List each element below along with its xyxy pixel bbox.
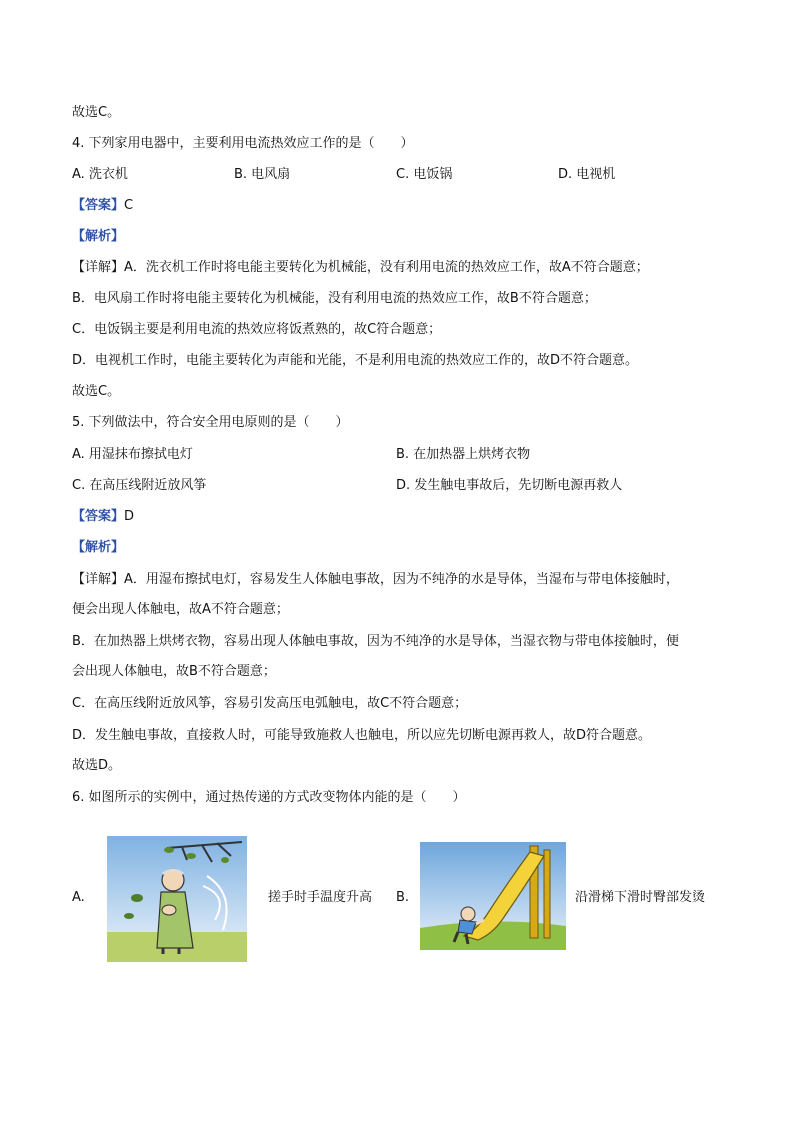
answer-value: C bbox=[124, 198, 134, 213]
q5-detail-line-4: 会出现人体触电，故B不符合题意； bbox=[72, 664, 276, 679]
q5-option-d: D. 发生触电事故后，先切断电源再救人 bbox=[396, 478, 623, 493]
q4-detail-line-2: B．电风扇工作时将电能主要转化为机械能，没有利用电流的热效应工作，故B不符合题意； bbox=[72, 291, 597, 306]
q5-detail-line-5: C．在高压线附近放风筝，容易引发高压电弧触电，故C不符合题意； bbox=[72, 696, 468, 711]
q4-detail-line-3: C．电饭锅主要是利用电流的热效应将饭煮熟的，故C符合题意； bbox=[72, 322, 442, 337]
q4-answer-line bbox=[72, 197, 133, 215]
analysis-tag: 【解析】 bbox=[72, 540, 125, 555]
q5-answer-line bbox=[72, 508, 134, 526]
answer-value: D bbox=[124, 509, 135, 524]
answer-tag: 【答案】 bbox=[72, 198, 125, 213]
q4-detail-line-1 bbox=[72, 259, 649, 277]
q5-detail-line-3: B．在加热器上烘烤衣物，容易出现人体触电事故，因为不纯净的水是导体，当湿衣物与带电体接触时，便 bbox=[72, 634, 679, 649]
q5-option-c: C. 在高压线附近放风筝 bbox=[72, 478, 207, 493]
q6-option-a-caption: 搓手时手温度升高 bbox=[268, 890, 373, 905]
q4-option-b: B. 电风扇 bbox=[234, 167, 291, 182]
q6-option-a-letter: A. bbox=[72, 890, 85, 905]
detail-text: A．用湿布擦拭电灯，容易发生人体触电事故，因为不纯净的水是导体，当湿布与带电体接触时， bbox=[124, 572, 679, 587]
q4-option-d: D. 电视机 bbox=[558, 167, 616, 182]
q4-conclusion: 故选C。 bbox=[72, 384, 121, 399]
q3-conclusion: 故选C。 bbox=[72, 105, 121, 120]
q5-stem: 5. 下列做法中，符合安全用电原则的是（ ） bbox=[72, 415, 349, 430]
q6-option-b-letter: B. bbox=[396, 890, 410, 905]
slide-illustration bbox=[420, 842, 566, 954]
q5-detail-line-2: 便会出现人体触电，故A不符合题意； bbox=[72, 602, 289, 617]
q5-option-a: A. 用湿抹布擦拭电灯 bbox=[72, 447, 193, 462]
q5-conclusion: 故选D。 bbox=[72, 758, 122, 773]
answer-tag: 【答案】 bbox=[72, 509, 125, 524]
q5-detail-line-6: D．发生触电事故，直接救人时，可能导致施救人也触电，所以应先切断电源再救人，故D符合题意。 bbox=[72, 728, 652, 743]
q6-option-b-caption: 沿滑梯下滑时臀部发烫 bbox=[575, 890, 706, 905]
q6-stem: 6. 如图所示的实例中，通过热传递的方式改变物体内能的是（ ） bbox=[72, 790, 466, 805]
q4-option-a: A. 洗衣机 bbox=[72, 167, 128, 182]
q4-option-c: C. 电饭锅 bbox=[396, 167, 453, 182]
q4-detail-line-4: D．电视机工作时，电能主要转化为声能和光能，不是利用电流的热效应工作的，故D不符合题意。 bbox=[72, 353, 639, 368]
q5-option-b: B. 在加热器上烘烤衣物 bbox=[396, 447, 531, 462]
detail-text: A．洗衣机工作时将电能主要转化为机械能，没有利用电流的热效应工作，故A不符合题意； bbox=[124, 260, 649, 275]
hand-rubbing-illustration bbox=[107, 836, 247, 966]
detail-tag: 【详解】 bbox=[72, 260, 125, 275]
detail-tag: 【详解】 bbox=[72, 572, 125, 587]
q4-stem: 4. 下列家用电器中，主要利用电流热效应工作的是（ ） bbox=[72, 136, 414, 151]
q5-detail-line-1 bbox=[72, 571, 679, 589]
analysis-tag: 【解析】 bbox=[72, 229, 125, 244]
